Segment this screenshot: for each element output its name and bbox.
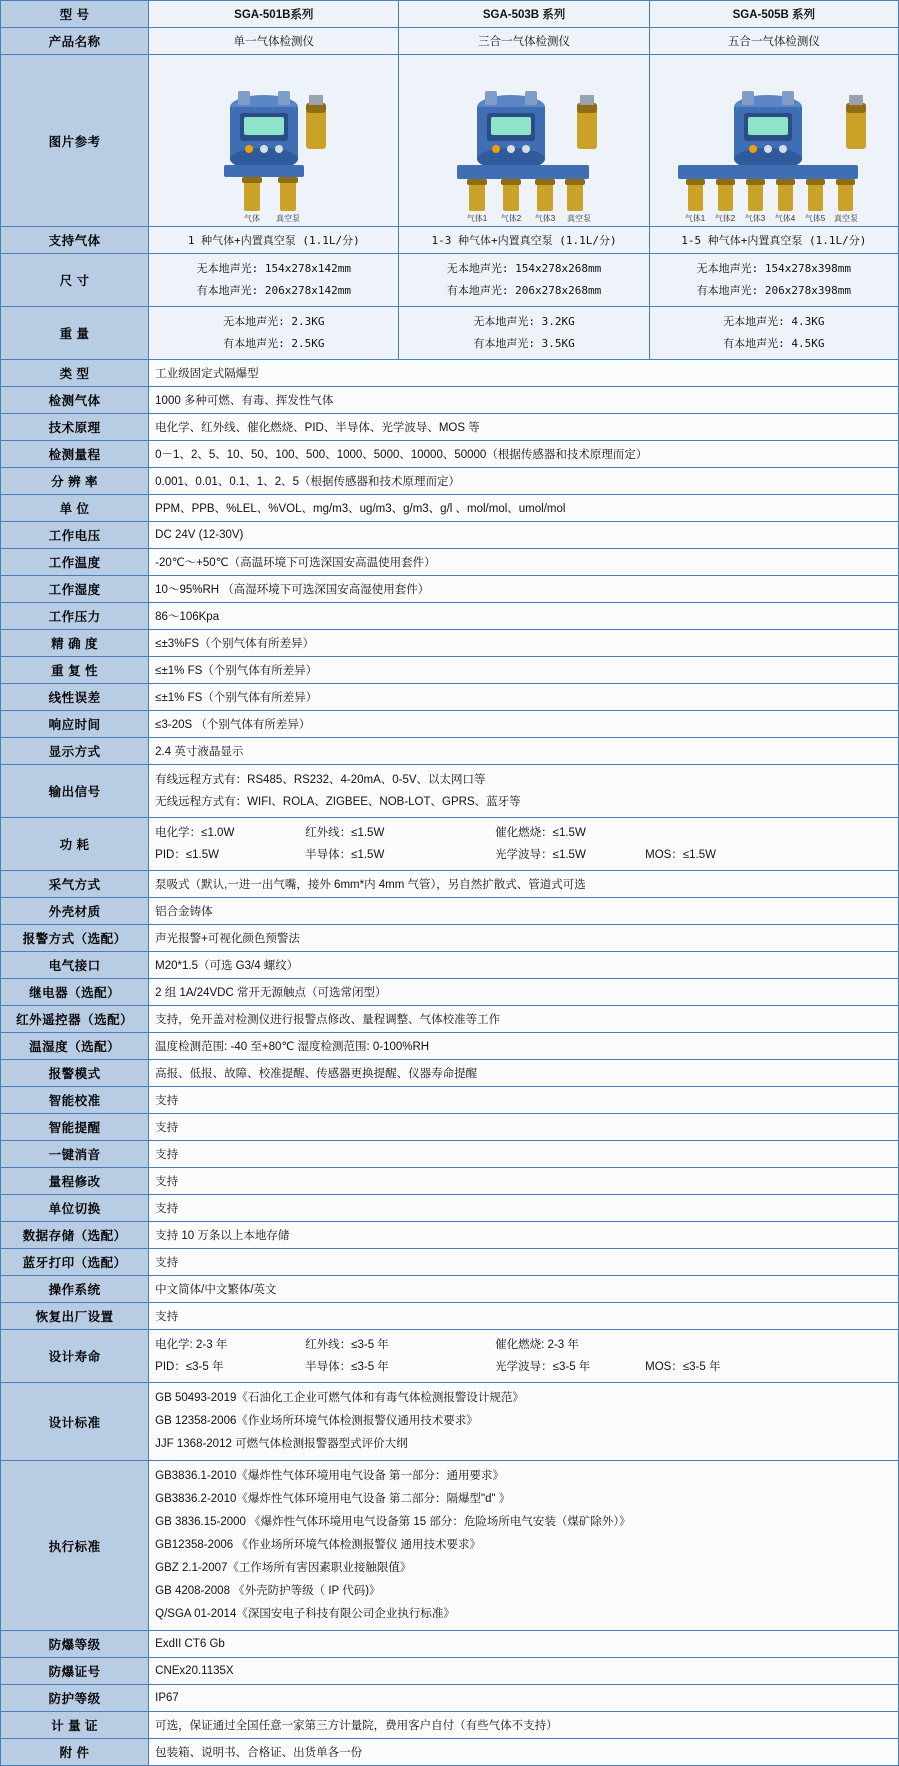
weight-3 [649,307,898,360]
weight-1 [149,307,399,360]
table-row [1,227,899,254]
row-value-range-modify: 支持 [149,1168,899,1195]
row-label-ip-grade: 防护等级 [1,1685,149,1712]
design-standard-line-1: GB 50493-2019《石油化工企业可燃气体和有毒气体检测报警设计规范》 [155,1392,524,1404]
table-row [1,603,899,630]
model-1: SGA-501B系列 [149,1,399,28]
table-row [1,1060,899,1087]
lifetime-optical: 光学波导：≤3-5 年 [495,1361,591,1373]
row-label-factory-reset: 恢复出厂设置 [1,1303,149,1330]
row-label-work-humidity: 工作湿度 [1,576,149,603]
row-value-detect-gas: 1000 多种可燃、有毒、挥发性气体 [149,387,899,414]
lifetime-catalytic: 催化燃烧: 2-3 年 [495,1339,579,1351]
table-row [1,1087,899,1114]
power-optical: 光学波导：≤1.5W [495,849,586,861]
detector-illustration-3 [650,55,898,223]
power-mos: MOS：≤1.5W [645,849,717,861]
product-image-2 [399,55,649,227]
row-value-housing: 铝合金铸体 [149,898,899,925]
size-1-line1: 无本地声光: 154x278x142mm [196,262,351,275]
row-value-data-storage: 支持 10 万条以上本地存储 [149,1222,899,1249]
row-label-resolution: 分 辨 率 [1,468,149,495]
row-value-voltage: DC 24V (12-30V) [149,522,899,549]
table-row [1,871,899,898]
row-value-display: 2.4 英寸液晶显示 [149,738,899,765]
row-value-smart-reminder: 支持 [149,1114,899,1141]
output-signal-wired: 有线远程方式有：RS485、RS232、4-20mA、0-5V、以太网口等 [155,774,486,786]
table-row [1,1222,899,1249]
model-3: SGA-505B 系列 [649,1,898,28]
product-name-1: 单一气体检测仪 [149,28,399,55]
row-value-linearity: ≤±1% FS（个别气体有所差异） [149,684,899,711]
svg-text:气体5: 气体5 [804,214,826,223]
table-row [1,1276,899,1303]
table-row [1,738,899,765]
table-row [1,576,899,603]
row-value-alarm-type: 声光报警+可视化颜色预警法 [149,925,899,952]
row-value-accuracy: ≤±3%FS（个别气体有所差异） [149,630,899,657]
row-value-ex-grade: ExdII CT6 Gb [149,1631,899,1658]
row-value-electrical-interface: M20*1.5（可选 G3/4 螺纹） [149,952,899,979]
table-row [1,387,899,414]
table-row [1,1141,899,1168]
table-row [1,1195,899,1222]
row-value-type: 工业级固定式隔爆型 [149,360,899,387]
lifetime-pid: PID：≤3-5 年 [155,1361,224,1373]
row-value-design-standard [149,1383,899,1461]
table-row [1,307,899,360]
row-value-temp-humidity: 温度检测范围: -40 至+80℃ 湿度检测范围: 0-100%RH [149,1033,899,1060]
row-value-unit: PPM、PPB、%LEL、%VOL、mg/m3、ug/m3、g/m3、g/l 、mol/mol、umol/mol [149,495,899,522]
svg-text:气体4: 气体4 [774,214,796,223]
row-label-sampling: 采气方式 [1,871,149,898]
table-row [1,549,899,576]
power-catalytic: 催化燃烧：≤1.5W [495,827,586,839]
row-value-metrology-cert: 可选，保证通过全国任意一家第三方计量院，费用客户自付（有些气体不支持） [149,1712,899,1739]
product-image-3 [649,55,898,227]
row-value-relay: 2 组 1A/24VDC 常开无源触点（可选常闭型） [149,979,899,1006]
weight-2 [399,307,649,360]
lifetime-semiconductor: 半导体：≤3-5 年 [305,1361,389,1373]
power-electrochemical: 电化学：≤1.0W [155,827,235,839]
row-label-unit: 单 位 [1,495,149,522]
table-row [1,898,899,925]
row-label-output-signal: 输出信号 [1,765,149,818]
row-label-response-time: 响应时间 [1,711,149,738]
row-label-bluetooth-print: 蓝牙打印（选配） [1,1249,149,1276]
row-value-unit-switch: 支持 [149,1195,899,1222]
size-1-line2: 有本地声光: 206x278x142mm [196,284,351,297]
table-row [1,765,899,818]
product-name-2: 三合一气体检测仪 [399,28,649,55]
weight-2-line2: 有本地声光: 3.5KG [473,337,575,350]
svg-text:气体1: 气体1 [684,214,706,223]
table-row [1,979,899,1006]
table-row [1,522,899,549]
svg-text:真空泵: 真空泵 [567,214,592,223]
table-row [1,952,899,979]
row-label-work-pressure: 工作压力 [1,603,149,630]
row-label-metrology-cert: 计 量 证 [1,1712,149,1739]
table-row [1,1,899,28]
row-label-product-name: 产品名称 [1,28,149,55]
row-value-power [149,818,899,871]
table-row [1,1168,899,1195]
power-line-1 [155,822,892,844]
svg-text:气体2: 气体2 [500,214,522,223]
table-row [1,1461,899,1631]
row-label-range: 检测量程 [1,441,149,468]
row-value-work-humidity: 10～95%RH （高湿环境下可选深国安高湿使用套件） [149,576,899,603]
size-2-line1: 无本地声光: 154x278x268mm [446,262,602,275]
row-value-os: 中文简体/中文繁体/英文 [149,1276,899,1303]
size-3-line2: 有本地声光: 206x278x398mm [696,284,852,297]
size-3-line1: 无本地声光: 154x278x398mm [696,262,852,275]
row-label-smart-reminder: 智能提醒 [1,1114,149,1141]
svg-text:气体: 气体 [243,214,260,223]
row-label-accessories: 附 件 [1,1739,149,1766]
table-row [1,657,899,684]
table-row [1,1658,899,1685]
svg-text:气体2: 气体2 [714,214,736,223]
weight-3-line1: 无本地声光: 4.3KG [723,315,825,328]
row-value-tech-principle: 电化学、红外线、催化燃烧、PID、半导体、光学波导、MOS 等 [149,414,899,441]
execute-standard-line-1: GB3836.1-2010《爆炸性气体环境用电气设备 第一部分：通用要求》 [155,1470,505,1482]
table-row [1,28,899,55]
row-label-ex-grade: 防爆等级 [1,1631,149,1658]
power-semiconductor: 半导体：≤1.5W [305,849,385,861]
row-value-ip-grade: IP67 [149,1685,899,1712]
table-row [1,1631,899,1658]
lifetime-infrared: 红外线：≤3-5 年 [305,1339,389,1351]
row-label-os: 操作系统 [1,1276,149,1303]
row-label-ir-remote: 红外遥控器（选配） [1,1006,149,1033]
size-2-line2: 有本地声光: 206x278x268mm [446,284,602,297]
row-label-tech-principle: 技术原理 [1,414,149,441]
table-row [1,711,899,738]
row-label-execute-standard: 执行标准 [1,1461,149,1631]
power-infrared: 红外线：≤1.5W [305,827,385,839]
design-standard-line-2: GB 12358-2006《作业场所环境气体检测报警仪通用技术要求》 [155,1415,478,1427]
execute-standard-line-4: GB12358-2006 《作业场所环境气体检测报警仪 通用技术要求》 [155,1539,482,1551]
table-row [1,1685,899,1712]
row-label-voltage: 工作电压 [1,522,149,549]
row-value-bluetooth-print: 支持 [149,1249,899,1276]
table-row [1,818,899,871]
row-label-work-temp: 工作温度 [1,549,149,576]
support-gas-3: 1-5 种气体+内置真空泵 (1.1L/分) [649,227,898,254]
product-image-1 [149,55,399,227]
power-pid: PID：≤1.5W [155,849,219,861]
size-2 [399,254,649,307]
row-label-smart-calibration: 智能校准 [1,1087,149,1114]
table-row [1,360,899,387]
row-label-housing: 外壳材质 [1,898,149,925]
lifetime-line-2 [155,1356,892,1378]
execute-standard-line-3: GB 3836.15-2000 《爆炸性气体环境用电气设备第 15 部分：危险场所电气安装（煤矿除外）》 [155,1516,631,1528]
support-gas-1: 1 种气体+内置真空泵 (1.1L/分) [149,227,399,254]
model-2: SGA-503B 系列 [399,1,649,28]
row-value-alarm-mode: 高报、低报、故障、校准提醒、传感器更换提醒、仪器寿命提醒 [149,1060,899,1087]
detector-illustration-1 [154,55,394,223]
row-value-response-time: ≤3-20S （个别气体有所差异） [149,711,899,738]
row-label-ex-cert: 防爆证号 [1,1658,149,1685]
row-value-repeatability: ≤±1% FS（个别气体有所差异） [149,657,899,684]
table-row [1,1033,899,1060]
table-row [1,630,899,657]
row-value-ex-cert: CNEx20.1135X [149,1658,899,1685]
row-label-unit-switch: 单位切换 [1,1195,149,1222]
row-label-lifetime: 设计寿命 [1,1330,149,1383]
table-row [1,1006,899,1033]
output-signal-wireless: 无线远程方式有：WIFI、ROLA、ZIGBEE、NOB-LOT、GPRS、蓝牙等 [155,796,521,808]
table-row [1,1330,899,1383]
row-label-power: 功 耗 [1,818,149,871]
row-label-temp-humidity: 温湿度（选配） [1,1033,149,1060]
row-value-execute-standard [149,1461,899,1631]
table-row [1,1383,899,1461]
svg-text:气体3: 气体3 [534,214,556,223]
table-row [1,441,899,468]
table-row [1,254,899,307]
lifetime-line-1 [155,1334,892,1356]
design-standard-line-3: JJF 1368-2012 可燃气体检测报警器型式评价大纲 [155,1438,408,1450]
weight-1-line2: 有本地声光: 2.5KG [223,337,325,350]
svg-text:真空泵: 真空泵 [833,214,858,223]
row-value-resolution: 0.001、0.01、0.1、1、2、5（根据传感器和技术原理而定） [149,468,899,495]
svg-text:气体3: 气体3 [744,214,766,223]
size-3 [649,254,898,307]
row-label-linearity: 线性误差 [1,684,149,711]
table-row [1,468,899,495]
row-label-type: 类 型 [1,360,149,387]
table-row [1,414,899,441]
table-row [1,1712,899,1739]
row-label-repeatability: 重 复 性 [1,657,149,684]
row-value-one-key-mute: 支持 [149,1141,899,1168]
row-label-range-modify: 量程修改 [1,1168,149,1195]
svg-text:真空泵: 真空泵 [275,214,300,223]
table-row [1,1249,899,1276]
size-1 [149,254,399,307]
row-value-factory-reset: 支持 [149,1303,899,1330]
table-row [1,1114,899,1141]
execute-standard-line-7: Q/SGA 01-2014《深国安电子科技有限公司企业执行标准》 [155,1608,455,1620]
product-name-3: 五合一气体检测仪 [649,28,898,55]
row-label-size: 尺 寸 [1,254,149,307]
row-value-output-signal [149,765,899,818]
row-label-display: 显示方式 [1,738,149,765]
row-label-one-key-mute: 一键消音 [1,1141,149,1168]
execute-standard-line-5: GBZ 2.1-2007《工作场所有害因素职业接触限值》 [155,1562,412,1574]
row-label-accuracy: 精 确 度 [1,630,149,657]
lifetime-mos: MOS：≤3-5 年 [645,1361,721,1373]
row-label-design-standard: 设计标准 [1,1383,149,1461]
execute-standard-line-2: GB3836.2-2010《爆炸性气体环境用电气设备 第二部分：隔爆型"d" 》 [155,1493,511,1505]
row-value-sampling: 泵吸式（默认,一进一出气嘴，接外 6mm*内 4mm 气管），另自然扩散式、管道式可选 [149,871,899,898]
row-label-model: 型 号 [1,1,149,28]
table-row [1,55,899,227]
row-value-work-pressure: 86～106Kpa [149,603,899,630]
row-value-range: 0－1、2、5、10、50、100、500、1000、5000、10000、50000（根据传感器和技术原理而定） [149,441,899,468]
table-row [1,1739,899,1766]
row-label-alarm-mode: 报警模式 [1,1060,149,1087]
row-label-electrical-interface: 电气接口 [1,952,149,979]
row-value-accessories: 包装箱、说明书、合格证、出货单各一份 [149,1739,899,1766]
row-label-image-ref: 图片参考 [1,55,149,227]
row-label-data-storage: 数据存储（选配） [1,1222,149,1249]
detector-illustration-2 [401,55,647,223]
power-line-2 [155,844,892,866]
execute-standard-line-6: GB 4208-2008 《外壳防护等级（ IP 代码)》 [155,1585,381,1597]
weight-2-line1: 无本地声光: 3.2KG [473,315,575,328]
weight-1-line1: 无本地声光: 2.3KG [223,315,325,328]
row-value-ir-remote: 支持，免开盖对检测仪进行报警点修改、量程调整、气体校准等工作 [149,1006,899,1033]
lifetime-electrochemical: 电化学: 2-3 年 [155,1339,228,1351]
table-row [1,925,899,952]
row-label-support-gas: 支持气体 [1,227,149,254]
row-label-weight: 重 量 [1,307,149,360]
support-gas-2: 1-3 种气体+内置真空泵 (1.1L/分) [399,227,649,254]
row-value-work-temp: -20℃～+50℃（高温环境下可选深国安高温使用套件） [149,549,899,576]
row-label-alarm-type: 报警方式（选配） [1,925,149,952]
row-value-lifetime [149,1330,899,1383]
svg-text:气体1: 气体1 [466,214,488,223]
row-value-smart-calibration: 支持 [149,1087,899,1114]
row-label-detect-gas: 检测气体 [1,387,149,414]
table-row [1,495,899,522]
row-label-relay: 继电器（选配） [1,979,149,1006]
table-row [1,1303,899,1330]
weight-3-line2: 有本地声光: 4.5KG [723,337,825,350]
table-row [1,684,899,711]
